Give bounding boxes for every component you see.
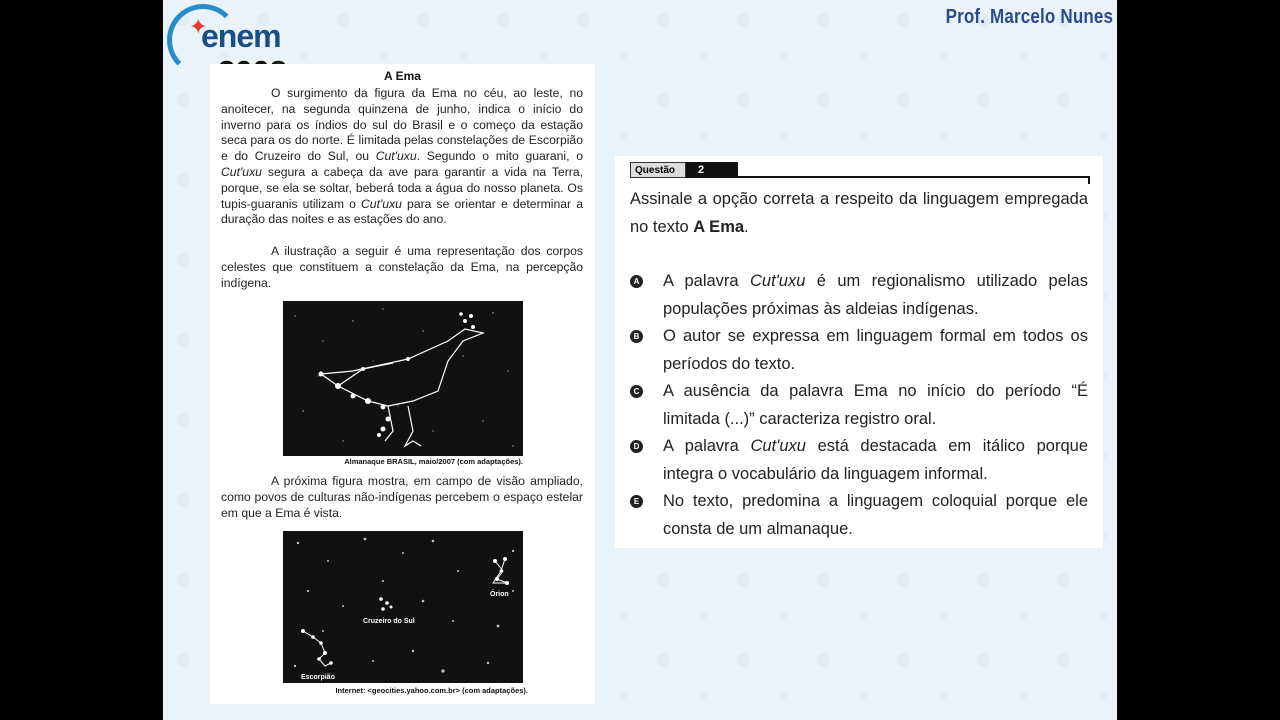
slide (163, 0, 1117, 720)
option-c-pre: A ausência da palavra Ema no início do período “É limitada (...)” caracteriza registro oral. (663, 382, 1088, 428)
stem-text: Assinale a opção correta a respeito da linguagem empregada no texto (630, 190, 1088, 236)
option-b-text (663, 323, 1088, 378)
option-d-italic: Cut'uxu (750, 437, 806, 455)
option-d-pre: A palavra (663, 437, 751, 455)
stem-title: A Ema (693, 217, 745, 236)
option-b-bullet-icon: B (630, 330, 643, 343)
stem-end: . (744, 217, 749, 236)
question-rule-end (1088, 176, 1090, 184)
option-a-pre: A palavra (663, 272, 750, 290)
ema-constellation-drawing (283, 301, 523, 456)
p1-d: para se orientar e determinar a duração das noites e as estações do ano. (221, 196, 583, 227)
option-a-post: é um regionalismo utilizado pelas populações próximas às aldeias indígenas. (663, 272, 1088, 318)
option-e-pre: No texto, predomina a linguagem coloquial porque ele consta de um almanaque. (663, 492, 1088, 538)
question-number: 2 (686, 162, 738, 178)
p1-b: . Segundo o mito guarani, o (416, 149, 583, 164)
p1-c: segura a cabeça da ave para garantir a vida na Terra, porque, se ela se soltar, beberá toda a água do nosso planeta. Os tupis-guaranis utilizam o (221, 164, 583, 211)
p1-italic-2: Cut'uxu (221, 164, 262, 179)
question-panel (615, 156, 1103, 548)
option-a-italic: Cut'uxu (749, 272, 806, 290)
caption-internet: Internet: <geocities.yahoo.com.br> (com adaptações). (335, 686, 528, 695)
author-name: Prof. Marcelo Nunes (945, 6, 1113, 28)
p1-italic-1: Cut'uxu (375, 149, 417, 164)
paragraph-1 (221, 86, 583, 228)
option-e-text (663, 488, 1088, 543)
ema-constellation-image (283, 301, 523, 456)
label-orion: Órion (490, 591, 509, 598)
sky-field-image (283, 531, 523, 683)
option-a-bullet-icon: A (630, 275, 643, 288)
question-header (630, 162, 1090, 178)
label-cruzeiro-do-sul: Cruzeiro do Sul (363, 618, 415, 625)
sky-field-drawing (283, 531, 523, 683)
paragraph-3 (221, 474, 583, 521)
question-label: Questão (630, 162, 686, 178)
option-c-text (663, 378, 1088, 433)
p1-a: O surgimento da figura da Ema no céu, ao leste, no anoitecer, na segunda quinzena de junho, indica o início do inverno para os índios do sul do Brasil e o começo da estação seca para os do norte. É limitada pelas constelações de Escorpião e do Cruzeiro do Sul, ou (221, 86, 583, 164)
p3-text: A próxima figura mostra, em campo de visão ampliado, como povos de culturas não-indígenas percebem o espaço estelar em que a Ema é vista. (221, 474, 583, 520)
label-escorpiao: Escorpião (301, 674, 335, 681)
caption-almanaque: Almanaque BRASIL, maio/2007 (com adaptações). (344, 457, 523, 466)
p2-text: A ilustração a seguir é uma representação dos corpos celestes que constituem a constelação da Ema, na percepção indígena. (221, 244, 583, 290)
option-d-post: está destacada em itálico porque integra o vocabulário da linguagem informal. (663, 437, 1088, 483)
source-text-page (210, 64, 595, 704)
option-b-pre: O autor se expressa em linguagem formal em todos os períodos do texto. (663, 327, 1088, 373)
text-title: A Ema (384, 69, 421, 83)
p1-italic-3: Cut'uxu (360, 196, 402, 211)
option-c-bullet-icon: C (630, 385, 643, 398)
logo-figure-icon: ✦ (189, 14, 208, 39)
question-rule (738, 176, 1090, 178)
option-d-text (663, 433, 1088, 488)
paragraph-2 (221, 244, 583, 291)
option-a-text (663, 268, 1088, 323)
option-d-bullet-icon: D (630, 440, 643, 453)
option-e-bullet-icon: E (630, 495, 643, 508)
question-stem (630, 186, 1088, 241)
logo-word: enem (201, 18, 281, 54)
